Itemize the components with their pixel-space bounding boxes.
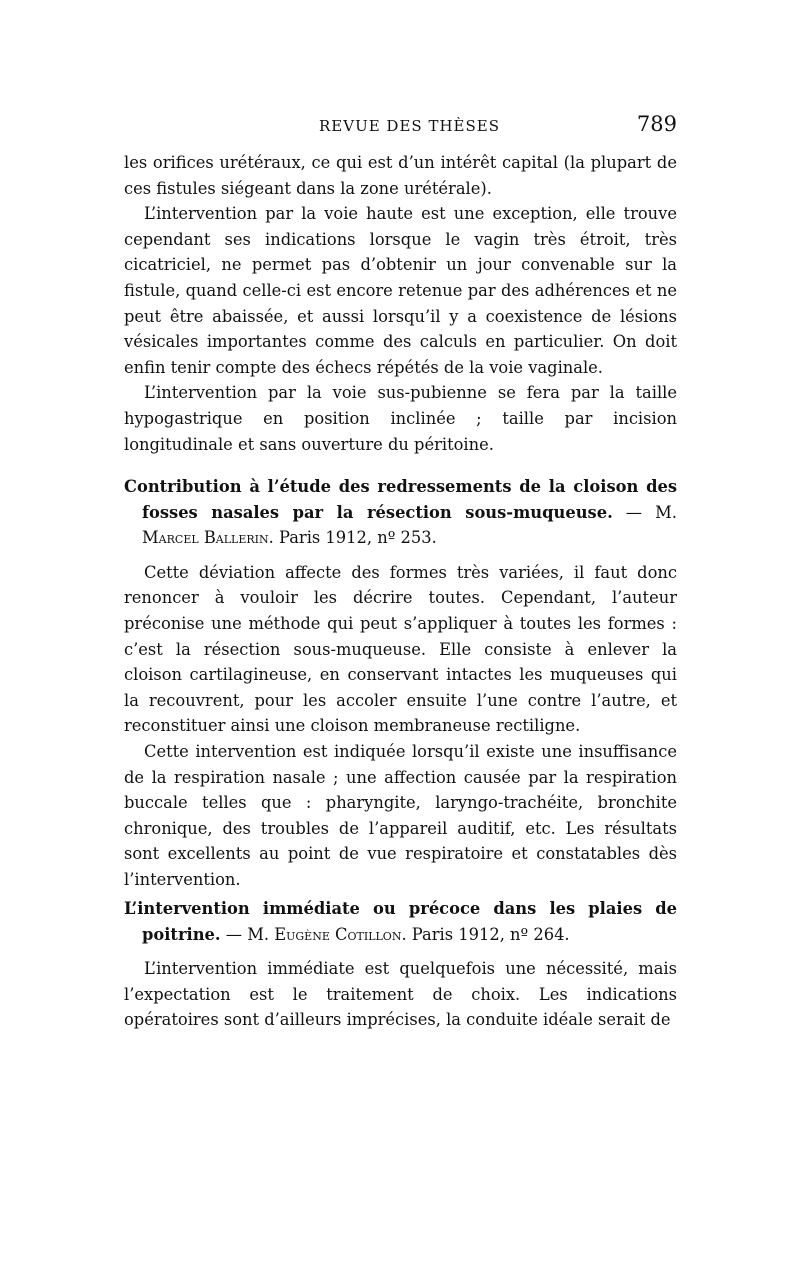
- heading-dash: —: [220, 924, 248, 944]
- paragraph-intervention-immediate: L’intervention immédiate est quelquefois une nécessité, mais l’expectation est le traitement de choix. Les indications opératoires sont d’ailleurs imprécises, la conduite idéale serait de: [124, 959, 677, 1030]
- continued-section: [124, 150, 677, 457]
- running-head: [124, 114, 677, 142]
- article-cotillon: [124, 896, 677, 1033]
- page-number: 789: [636, 112, 677, 136]
- paragraph-voie-haute: L’intervention par la voie haute est une exception, elle trouve cependant ses indications lorsque le vagin très étroit, très cicatriciel, ne permet pas d’obtenir un jour convenable sur la fistule, quand celle-ci est encore retenue par des adhérences et ne peut être abaissée, et aussi lorsqu’il y a coexistence de lésions vésicales importantes comme des calculs en particulier. On doit enfin tenir compte des échecs répétés de la voie vaginale.: [124, 204, 677, 377]
- article-title: L’intervention immédiate ou précoce dans les plaies de poitrine.: [124, 899, 677, 944]
- paragraph-indications: Cette intervention est indiquée lorsqu’il existe une insuffisance de la respiration nasale ; une affection causée par la respiration buccale telles que : pharyngite, laryngo-trachéite, bronchite chronique, des troubles de l’appareil auditif, etc. Les résultats sont excellents au point de vue respiratoire et constatables dès l’intervention.: [124, 741, 677, 889]
- paragraph-voie-sus-pubienne: L’intervention par la voie sus-pubienne se fera par la taille hypogastrique en position inclinée ; taille par incision longitudinale et sans ouverture du péritoine.: [124, 383, 677, 454]
- heading-dash: —: [612, 502, 656, 522]
- article-reference: . Paris 1912, nº 264.: [401, 924, 570, 944]
- article-reference: . Paris 1912, nº 253.: [268, 528, 437, 548]
- article-heading: [124, 896, 677, 947]
- article-heading: [124, 474, 677, 551]
- article-author: M. Marcel Ballerin: [142, 502, 677, 548]
- paragraph-deviation: Cette déviation affecte des formes très variées, il faut donc renoncer à vouloir les décrire toutes. Cependant, l’auteur préconise une méthode qui peut s’appliquer à toutes les formes : c’est la résection sous-muqueuse. Elle consiste à enlever la cloison cartilagineuse, en conservant intactes les muqueuses qui la recouvrent, pour les accoler ensuite l’une contre l’autre, et reconstituer ainsi une cloison membraneuse rectiligne.: [124, 562, 677, 736]
- article-ballerin: [124, 474, 677, 893]
- running-title: REVUE DES THÈSES: [319, 117, 500, 135]
- article-title: Contribution à l’étude des redressements de la cloison des fosses nasales par la résection sous-muqueuse.: [124, 477, 677, 522]
- article-author: M. Eugène Cotillon: [247, 924, 402, 944]
- paragraph-continuation: les orifices urétéraux, ce qui est d’un intérêt capital (la plupart de ces fistules siégeant dans la zone urétérale).: [124, 153, 677, 198]
